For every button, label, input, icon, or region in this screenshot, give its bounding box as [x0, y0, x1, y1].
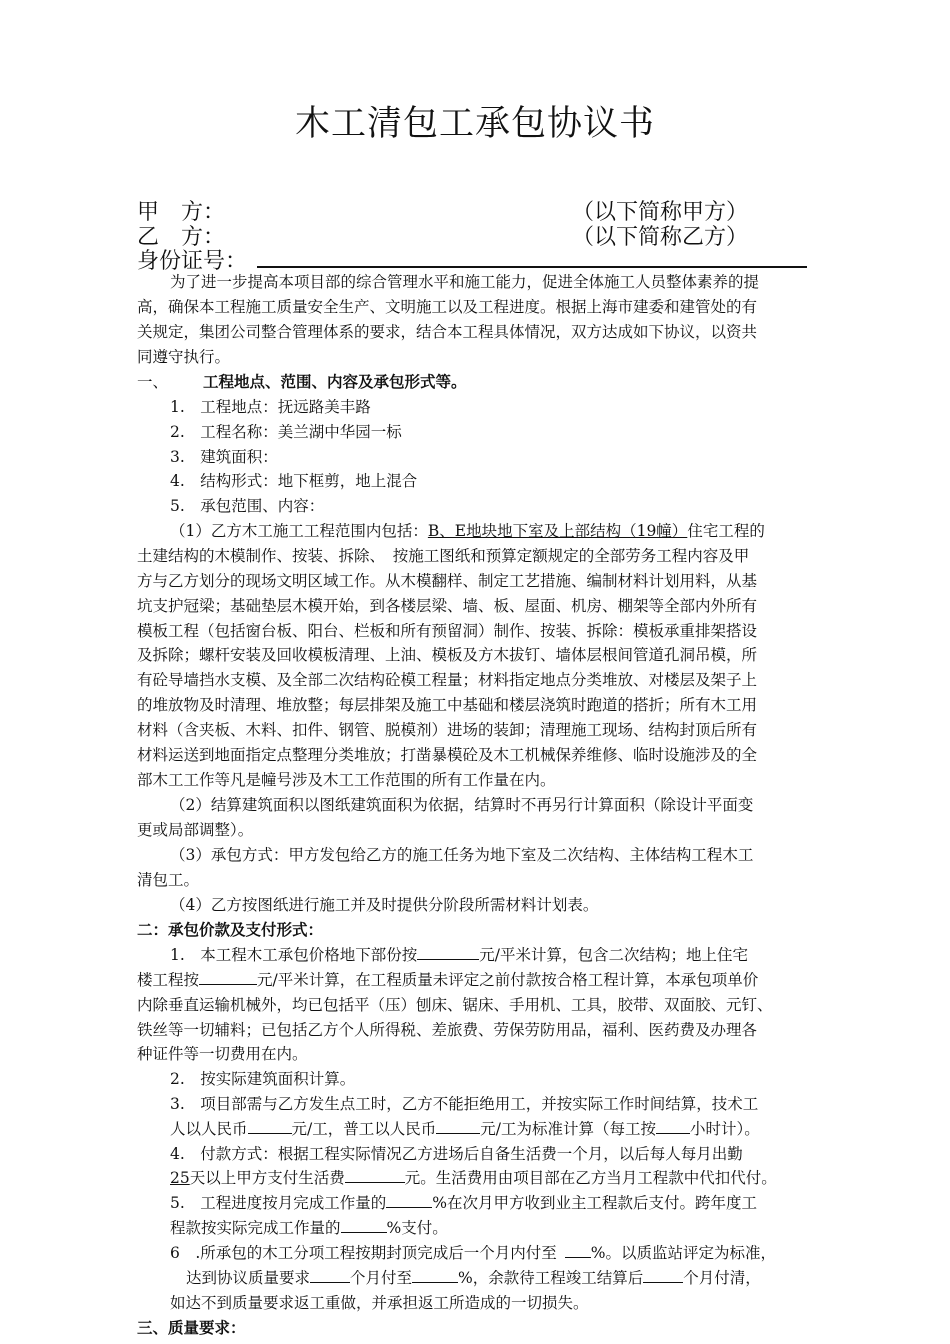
- progress-line: [170, 1216, 448, 1241]
- scope-line: 模板工程（包括窗台板、阳台、栏板和所有预留洞）制作、按装、拆除：模板承重排架搭设: [137, 622, 758, 640]
- price-line: 铁丝等一切辅料；已包括乙方个人所得税、差旅费、劳保劳防用品，福利、医药费及办理各: [137, 1021, 758, 1039]
- daywork-text: 元/工，普工以人民币: [291, 1120, 437, 1138]
- document-title: 木工清包工承包协议书: [294, 104, 655, 144]
- price-blank[interactable]: [199, 970, 257, 985]
- attendance-days: 25: [170, 1169, 190, 1187]
- progress-text: 5. 工程进度按月完成工作量的: [170, 1194, 387, 1212]
- id-number-label: 身份证号：: [137, 249, 248, 274]
- scope-line: 有砼导墙挡水支模、及全部二次结构砼模工程量；材料指定地点分类堆放、对楼层及架子上: [137, 671, 758, 689]
- payment-blank[interactable]: [345, 1168, 405, 1183]
- section1-item: 3. 建筑面积：: [170, 448, 278, 466]
- daywork-line: 3. 项目部需与乙方发生点工时，乙方不能拒绝用工，并按实际工作时间结算，技术工: [170, 1095, 759, 1113]
- final-payment-text: 6 .所承包的木工分项工程按期封顶完成后一个月内付至: [170, 1244, 557, 1262]
- scope-line: 材料运送到地面指定点整理分类堆放；打凿暴模砼及木工机械保养维修、临时设施涉及的全: [137, 746, 758, 764]
- settlement-line: 更或局部调整）。: [137, 821, 254, 839]
- final-payment-text: 达到协议质量要求: [186, 1269, 311, 1287]
- party-a-label: 甲 方：: [137, 200, 226, 225]
- party-a-note: （以下简称甲方）: [572, 200, 749, 225]
- progress-text: %在次月甲方收到业主工程款后支付。跨年度工: [432, 1194, 758, 1212]
- final-payment-line: [186, 1266, 761, 1291]
- id-number-blank: [257, 266, 807, 268]
- intro-line: 为了进一步提高本项目部的综合管理水平和施工能力，促进全体施工人员整体素养的提: [170, 273, 760, 291]
- progress-blank[interactable]: [386, 1193, 432, 1208]
- scope-line: 方与乙方划分的现场文明区域工作。从木模翻样、制定工艺措施、编制材料计划用料，从基: [137, 572, 758, 590]
- progress-text: %支付。: [386, 1219, 448, 1237]
- daywork-line: [170, 1117, 760, 1142]
- intro-line: 同遵守执行。: [137, 348, 231, 366]
- daywork-text: 元/工为标准计算（每工按: [480, 1120, 656, 1138]
- scope-prefix: （1）乙方木工施工工程范围内包括：: [170, 522, 428, 540]
- scope-buildings: B、E地块地下室及上部结构（19幢）: [427, 522, 688, 540]
- progress-line: [170, 1191, 757, 1216]
- final-payment-text: 个月付至: [350, 1269, 413, 1287]
- price-line: [137, 968, 758, 993]
- payment-line: 4. 付款方式：根据工程实际情况乙方进场后自备生活费一个月，以后每人每月出勤: [170, 1145, 743, 1163]
- progress-text: 程款按实际完成工作量的: [170, 1219, 341, 1237]
- payment-text: 天以上甲方支付生活费: [189, 1169, 345, 1187]
- price-line: [170, 943, 748, 968]
- section1-item: 2. 工程名称：美兰湖中华园一标: [170, 423, 402, 441]
- daywork-blank[interactable]: [436, 1119, 480, 1134]
- final-payment-blank[interactable]: [643, 1268, 683, 1283]
- price-line: 内除垂直运输机械外，均已包括平（压）刨床、锯床、手用机、工具，胶带、双面胶、元钉、: [137, 996, 773, 1014]
- final-payment-blank[interactable]: [565, 1243, 591, 1258]
- intro-line: 高，确保本工程施工质量安全生产、文明施工以及工程进度。根据上海市建委和建管处的有: [137, 298, 758, 316]
- section2-heading: 二：承包价款及支付形式：: [137, 920, 324, 939]
- intro-line: 关规定，集团公司整合管理体系的要求，结合本工程具体情况，双方达成如下协议，以资共: [137, 323, 758, 341]
- scope-line: 土建结构的木模制作、按装、拆除、 按施工图纸和预算定额规定的全部劳务工程内容及甲: [137, 547, 750, 565]
- scope-line: 坑支护冠梁；基础垫层木模开始，到各楼层梁、墙、板、屋面、机房、棚架等全部内外所有: [137, 597, 758, 615]
- contract-mode-line: 清包工。: [137, 871, 200, 889]
- contract-mode-line: （3）承包方式：甲方发包给乙方的施工任务为地下室及二次结构、主体结构工程木工: [170, 846, 754, 864]
- price-text: 1. 本工程木工承包价格地下部份按: [170, 946, 418, 964]
- section1-number: 一、: [137, 373, 169, 391]
- final-payment-text: %，余款待工程竣工结算后: [458, 1269, 644, 1287]
- price-text: 楼工程按: [137, 971, 200, 989]
- section1-heading: 工程地点、范围、内容及承包形式等。: [203, 372, 467, 391]
- final-payment-line: 如达不到质量要求返工重做，并承担返工所造成的一切损失。: [170, 1294, 589, 1312]
- section3-heading: 三、质量要求：: [137, 1318, 246, 1337]
- final-payment-text: %。以质监站评定为标准，: [590, 1244, 777, 1262]
- scope-line: 的堆放物及时清理、堆放整；每层排架及施工中基础和楼层浇筑时跑道的搭折；所有木工用: [137, 696, 758, 714]
- price-line: 种证件等一切费用在内。: [137, 1045, 308, 1063]
- section1-item: 1. 工程地点：抚远路美丰路: [170, 398, 371, 416]
- section1-item: 5. 承包范围、内容：: [170, 497, 325, 515]
- price-blank[interactable]: [417, 945, 479, 960]
- progress-blank[interactable]: [341, 1218, 387, 1233]
- daywork-text: 人以人民币: [170, 1120, 248, 1138]
- area-line: 2. 按实际建筑面积计算。: [170, 1070, 356, 1088]
- scope-line: 及拆除；螺杆安装及回收模板清理、上油、模板及方木拔钉、墙体层根间管道孔洞吊模，所: [137, 646, 758, 664]
- final-payment-line: [170, 1241, 776, 1266]
- section1-item: 4. 结构形式：地下框剪，地上混合: [170, 472, 418, 490]
- final-payment-blank[interactable]: [310, 1268, 350, 1283]
- payment-text: 元。生活费用由项目部在乙方当月工程款中代扣代付。: [404, 1169, 777, 1187]
- daywork-text: 小时计）。: [689, 1120, 760, 1138]
- party-b-note: （以下简称乙方）: [572, 225, 749, 250]
- price-text: 元/平米计算，在工程质量未评定之前付款按合格工程计算，本承包项单价: [257, 971, 759, 989]
- scope-line: 材料（含夹板、木料、扣件、钢管、脱模剂）进场的装卸；清理施工现场、结构封顶后所有: [137, 721, 758, 739]
- payment-line: [170, 1166, 777, 1191]
- daywork-blank[interactable]: [248, 1119, 292, 1134]
- final-payment-text: 个月付清，: [683, 1269, 761, 1287]
- final-payment-blank[interactable]: [412, 1268, 458, 1283]
- scope-suffix: 住宅工程的: [687, 522, 765, 540]
- material-plan-line: （4）乙方按图纸进行施工并及时提供分阶段所需材料计划表。: [170, 896, 599, 914]
- settlement-line: （2）结算建筑面积以图纸建筑面积为依据，结算时不再另行计算面积（除设计平面变: [170, 796, 754, 814]
- scope-line: 部木工工作等凡是幢号涉及木工工作范围的所有工作量在内。: [137, 771, 556, 789]
- price-text: 元/平米计算，包含二次结构；地上住宅: [479, 946, 749, 964]
- scope-first-line: [170, 519, 765, 544]
- daywork-blank[interactable]: [656, 1119, 690, 1134]
- party-b-label: 乙 方：: [137, 225, 226, 250]
